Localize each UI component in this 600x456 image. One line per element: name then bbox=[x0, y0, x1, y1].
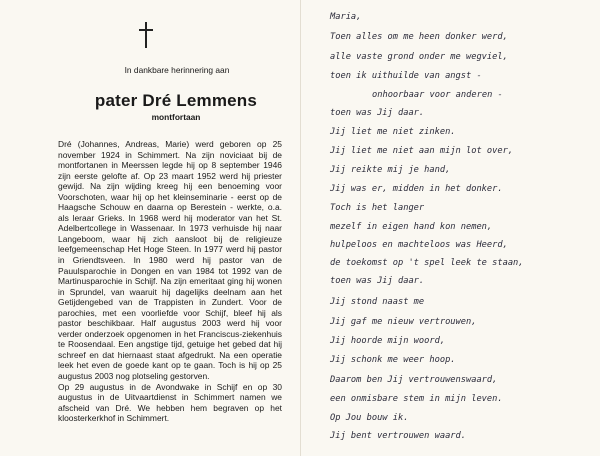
left-panel bbox=[58, 0, 288, 456]
card-fold bbox=[300, 0, 301, 456]
intro-text: In dankbare herinnering aan bbox=[124, 65, 230, 75]
prayer-line: Daarom ben Jij vertrouwenswaard, bbox=[330, 375, 498, 385]
prayer-line: toen was Jij daar. bbox=[330, 276, 425, 286]
prayer-line: toen was Jij daar. bbox=[330, 108, 425, 118]
deceased-name: pater Dré Lemmens bbox=[94, 91, 258, 110]
prayer-line: een onmisbare stem in mijn leven. bbox=[330, 394, 503, 404]
prayer-line: Jij reikte mij je hand, bbox=[330, 165, 451, 175]
prayer-line: Toch is het langer bbox=[330, 203, 425, 213]
prayer-line: Toen alles om me heen donker werd, bbox=[330, 32, 508, 42]
prayer-line: Jij stond naast me bbox=[330, 297, 425, 307]
order-name: montfortaan bbox=[151, 112, 201, 122]
prayer-line: Jij gaf me nieuw vertrouwen, bbox=[330, 317, 477, 327]
prayer-line: Jij bent vertrouwen waard. bbox=[330, 431, 466, 441]
prayer-line: Op Jou bouw ik. bbox=[330, 413, 409, 423]
prayer-line: Jij hoorde mijn woord, bbox=[330, 336, 446, 346]
prayer-line: de toekomst op 't spel leek te staan, bbox=[330, 258, 524, 268]
prayer-line: Jij liet me niet aan mijn lot over, bbox=[330, 146, 514, 156]
prayer-line: mezelf in eigen hand kon nemen, bbox=[330, 222, 493, 232]
prayer-line: Jij liet me niet zinken. bbox=[330, 127, 456, 137]
prayer-line: hulpeloos en machteloos was Heerd, bbox=[330, 240, 508, 250]
biography-paragraph: Dré (Johannes, Andreas, Marie) werd geboren op 25 november 1924 in Schimmert. Na zijn noviciaat bij de montfortanen in Meerssen legde hij op 8 september 1946 zijn eerste gelofte af. Op 23 maart 1952 werd hij priester gewijd. Na zijn wijding kreeg hij een benoeming voor Voorschoten, waar hij op het kleinseminarie - eerst op de Haagsche Schouw en daarna op Berestein - werkte, o.a. als leraar Grieks. In 1968 werd hij moderator van het St. Adelbertcollege in Wassenaar. In 1973 verhuisde hij naar Langeboom, waar hij zich aansloot bij de religieuze leefgemeenschap Het Hoge Steen. In 1977 werd hij pastor in Griendtsveen. In 1980 werd hij pastor van de Pauulsparochie in Dongen en van 1984 tot 1992 van de Martinusparochie in Schijf. Na zijn emeritaat ging hij wonen in Sprundel, van waaruit hij dagelijks deelnam aan het Getijdengebed van de Trappisten in Zundert. Voor de parochies, met een voorliefde voor Schijf, bleef hij als pastor beschikbaar. Half augustus 2003 werd hij voor verder onderzoek opgenomen in het Franciscus-ziekenhuis te Roosendaal. Een angstige tijd, getuige het gebed dat hij schreef en dat hiernaast staat afgedrukt. Na een operatie leek het even de goede kant op te gaan. Toch is hij op 25 augustus 2003 nog plotseling gestorven. bbox=[58, 139, 282, 382]
biography bbox=[58, 139, 282, 424]
prayer-line: onhoorbaar voor anderen - bbox=[372, 90, 503, 100]
right-panel bbox=[330, 0, 595, 456]
prayer-line: Jij was er, midden in het donker. bbox=[330, 184, 503, 194]
prayer-line: Maria, bbox=[330, 12, 362, 22]
prayer-line: toen ik uithuilde van angst - bbox=[330, 71, 482, 81]
prayer-line: Jij schonk me weer hoop. bbox=[330, 355, 456, 365]
prayer-line: alle vaste grond onder me wegviel, bbox=[330, 52, 508, 62]
biography-paragraph: Op 29 augustus in de Avondwake in Schijf en op 30 augustus in de Uitvaartdienst in Schimmert namen we afscheid van Dré. We hebben hem begraven op het kloosterkerkhof in Schimmert. bbox=[58, 381, 282, 424]
cross-icon bbox=[138, 22, 154, 48]
